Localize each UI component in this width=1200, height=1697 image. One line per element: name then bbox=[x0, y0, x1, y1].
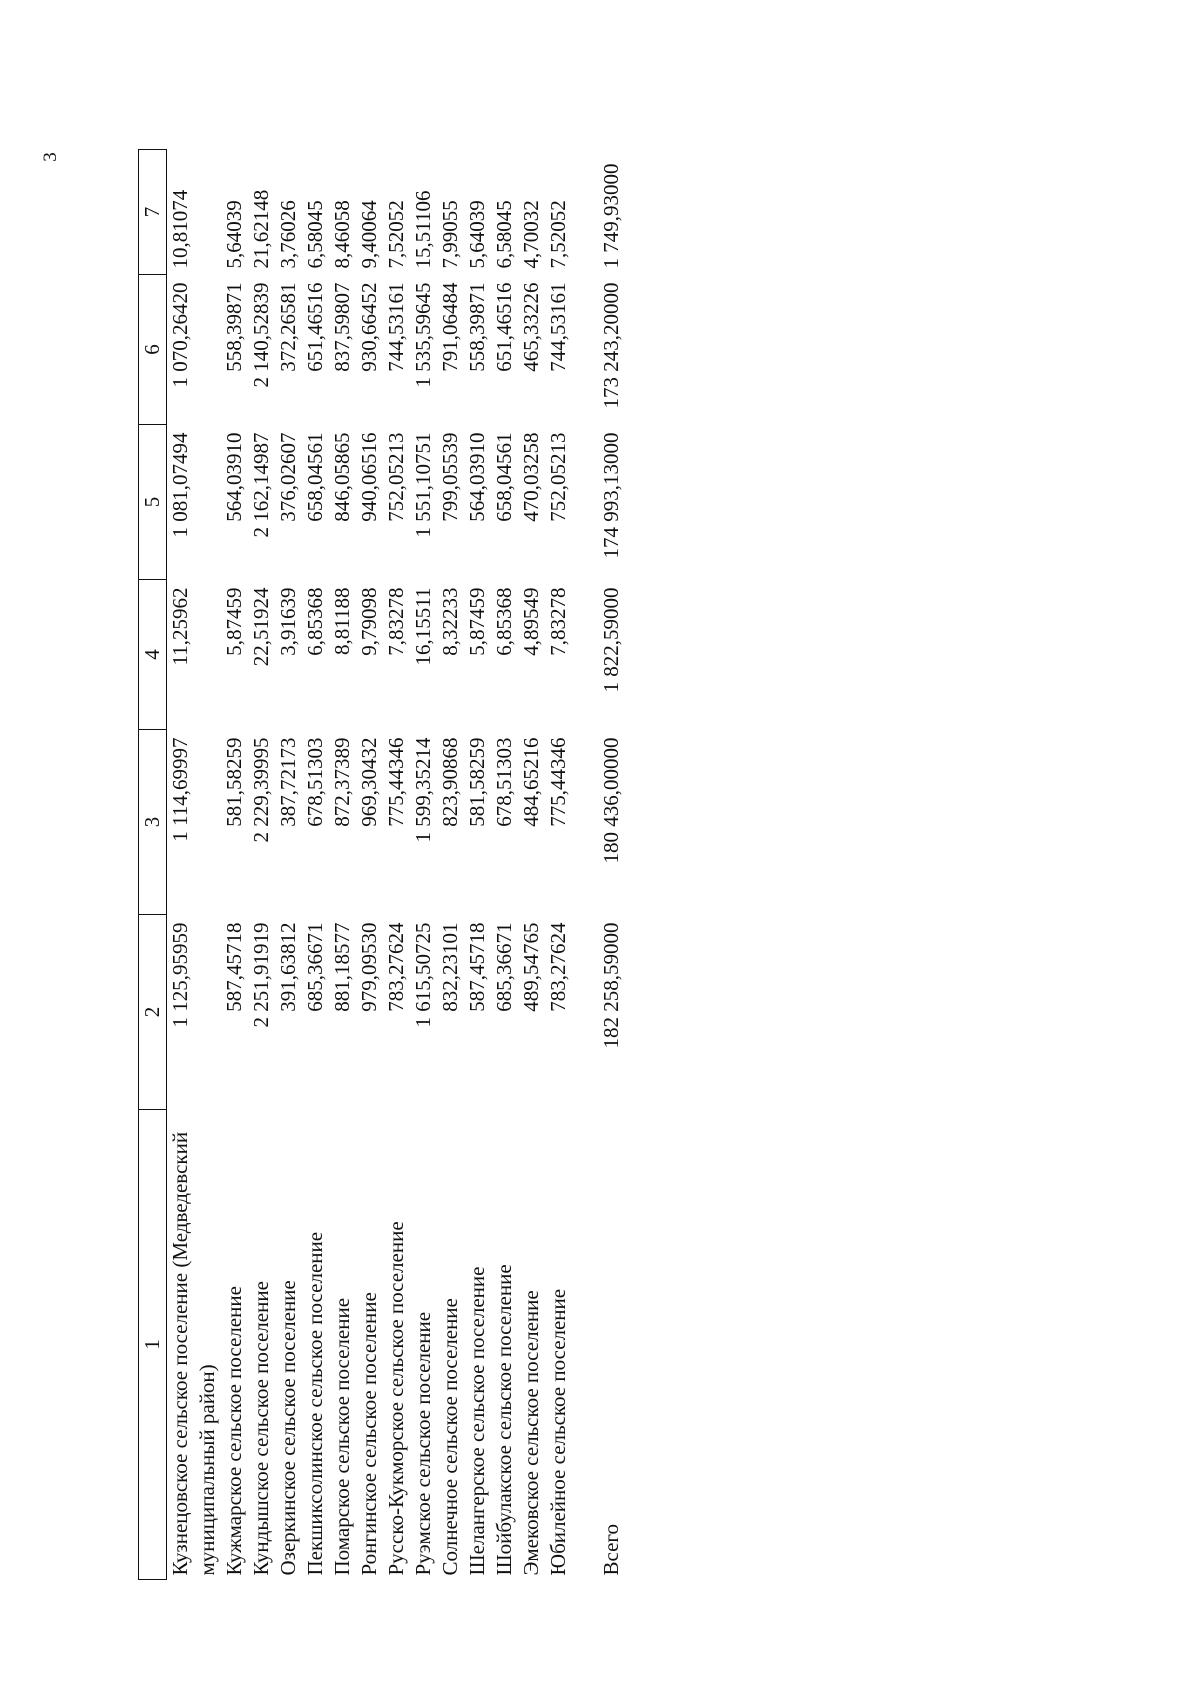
value-cell-col3: 2 229,39995 bbox=[249, 737, 273, 843]
value-cell-col2: 2 251,91919 bbox=[249, 922, 273, 1028]
table-row bbox=[302, 150, 329, 1580]
value-cell-col3: 387,72173 bbox=[276, 737, 300, 827]
header-cell: 5 bbox=[139, 425, 167, 580]
value-cell-col4: 11,25962 bbox=[168, 587, 192, 666]
value-cell-col7: 10,81074 bbox=[168, 189, 192, 269]
value-cell-col5: 376,02607 bbox=[276, 432, 300, 522]
settlement-name-cell: Руэмское сельское поселение bbox=[411, 1311, 435, 1576]
header-row bbox=[139, 150, 167, 1580]
value-cell-col2: 182 258,59000 bbox=[599, 922, 623, 1049]
value-cell-col4: 1 822,59000 bbox=[599, 587, 623, 693]
value-cell-col5: 940,06516 bbox=[357, 432, 381, 522]
value-cell-col6: 744,53161 bbox=[384, 282, 408, 372]
value-cell-col5: 658,04561 bbox=[303, 432, 327, 522]
value-cell-col5: 564,03910 bbox=[222, 432, 246, 522]
value-cell-col5: 799,05539 bbox=[438, 432, 462, 522]
table-row bbox=[248, 150, 275, 1580]
settlement-name-cell: Русско-Кукморское сельское поселение bbox=[384, 1221, 408, 1576]
value-cell-col5: 846,05865 bbox=[330, 432, 354, 522]
header-cell: 1 bbox=[139, 1110, 167, 1580]
settlement-name-cell: Кундышское сельское поселение bbox=[249, 1281, 273, 1576]
table-body bbox=[167, 150, 626, 1580]
settlement-name-cell: Кузнецовское сельское поселение (Медведевский муниципальный район) bbox=[168, 1131, 219, 1576]
value-cell-col3: 678,51303 bbox=[492, 737, 516, 827]
page-number: 3 bbox=[39, 152, 61, 162]
value-cell-col6: 372,26581 bbox=[276, 282, 300, 372]
table-row bbox=[275, 150, 302, 1580]
table-row bbox=[491, 150, 518, 1580]
value-cell-col3: 581,58259 bbox=[465, 737, 489, 827]
table-row bbox=[464, 150, 491, 1580]
value-cell-col2: 832,23101 bbox=[438, 922, 462, 1012]
value-cell-col5: 1 081,07494 bbox=[168, 432, 192, 538]
value-cell-col7: 6,58045 bbox=[303, 200, 327, 269]
settlement-name-cell: Пекшиксолинское сельское поселение bbox=[303, 1231, 327, 1576]
value-cell-col3: 872,37389 bbox=[330, 737, 354, 827]
value-cell-col4: 4,89549 bbox=[519, 587, 543, 656]
table-row bbox=[329, 150, 356, 1580]
value-cell-col7: 8,46058 bbox=[330, 200, 354, 269]
value-cell-col2: 881,18577 bbox=[330, 922, 354, 1012]
header-cell: 2 bbox=[139, 915, 167, 1110]
allocation-table bbox=[138, 149, 625, 1580]
value-cell-col4: 5,87459 bbox=[465, 587, 489, 656]
table-row bbox=[437, 150, 464, 1580]
value-cell-col6: 651,46516 bbox=[492, 282, 516, 372]
value-cell-col2: 685,36671 bbox=[492, 922, 516, 1012]
settlement-name-cell: Ронгинское сельское поселение bbox=[357, 1292, 381, 1576]
value-cell-col6: 173 243,20000 bbox=[599, 282, 623, 409]
value-cell-col5: 752,05213 bbox=[384, 432, 408, 522]
value-cell-col4: 16,15511 bbox=[411, 587, 435, 666]
value-cell-col6: 744,53161 bbox=[546, 282, 570, 372]
value-cell-col5: 2 162,14987 bbox=[249, 432, 273, 538]
table-row bbox=[356, 150, 383, 1580]
value-cell-col5: 564,03910 bbox=[465, 432, 489, 522]
settlement-name-cell: Помарское сельское поселение bbox=[330, 1297, 354, 1576]
value-cell-col2: 489,54765 bbox=[519, 922, 543, 1012]
value-cell-col4: 7,83278 bbox=[546, 587, 570, 656]
value-cell-col3: 775,44346 bbox=[546, 737, 570, 827]
value-cell-col6: 837,59807 bbox=[330, 282, 354, 372]
value-cell-col7: 5,64039 bbox=[465, 200, 489, 269]
table-row bbox=[167, 150, 222, 1580]
settlement-name-cell: Озеркинское сельское поселение bbox=[276, 1280, 300, 1576]
value-cell-col2: 783,27624 bbox=[384, 922, 408, 1012]
header-cell: 7 bbox=[139, 150, 167, 275]
value-cell-col6: 2 140,52839 bbox=[249, 282, 273, 388]
value-cell-col4: 7,83278 bbox=[384, 587, 408, 656]
table-row bbox=[383, 150, 410, 1580]
value-cell-col5: 658,04561 bbox=[492, 432, 516, 522]
value-cell-col2: 685,36671 bbox=[303, 922, 327, 1012]
settlement-name-cell: Солнечное сельское поселение bbox=[438, 1298, 462, 1576]
value-cell-col5: 470,03258 bbox=[519, 432, 543, 522]
value-cell-col4: 3,91639 bbox=[276, 587, 300, 656]
value-cell-col4: 6,85368 bbox=[303, 587, 327, 656]
value-cell-col6: 558,39871 bbox=[465, 282, 489, 372]
header-cell: 4 bbox=[139, 580, 167, 730]
value-cell-col4: 9,79098 bbox=[357, 587, 381, 656]
spacer-row bbox=[572, 150, 598, 1580]
table-row bbox=[518, 150, 545, 1580]
value-cell-col2: 979,09530 bbox=[357, 922, 381, 1012]
value-cell-col2: 783,27624 bbox=[546, 922, 570, 1012]
value-cell-col2: 1 125,95959 bbox=[168, 922, 192, 1028]
value-cell-col7: 15,51106 bbox=[411, 190, 435, 269]
value-cell-col4: 22,51924 bbox=[249, 587, 273, 667]
value-cell-col4: 8,32233 bbox=[438, 587, 462, 656]
value-cell-col6: 791,06484 bbox=[438, 282, 462, 372]
value-cell-col7: 7,52052 bbox=[384, 200, 408, 269]
value-cell-col7: 21,62148 bbox=[249, 189, 273, 269]
value-cell-col6: 651,46516 bbox=[303, 282, 327, 372]
value-cell-col7: 5,64039 bbox=[222, 200, 246, 269]
value-cell-col7: 7,99055 bbox=[438, 200, 462, 269]
value-cell-col3: 823,90868 bbox=[438, 737, 462, 827]
table-row bbox=[221, 150, 248, 1580]
value-cell-col7: 7,52052 bbox=[546, 200, 570, 269]
value-cell-col5: 1 551,10751 bbox=[411, 432, 435, 538]
settlement-name-cell: Эмековское сельское поселение bbox=[519, 1290, 543, 1576]
total-row bbox=[598, 150, 625, 1580]
value-cell-col3: 678,51303 bbox=[303, 737, 327, 827]
settlement-name-cell: Кужмарское сельское поселение bbox=[222, 1286, 246, 1576]
value-cell-col6: 1 070,26420 bbox=[168, 282, 192, 388]
settlement-name-cell: Шелангерское сельское поселение bbox=[465, 1266, 489, 1576]
settlement-name-cell: Юбилейное сельское поселение bbox=[546, 1288, 570, 1576]
value-cell-col4: 5,87459 bbox=[222, 587, 246, 656]
settlement-name-cell: Шойбулакское сельское поселение bbox=[492, 1264, 516, 1576]
value-cell-col7: 6,58045 bbox=[492, 200, 516, 269]
value-cell-col3: 180 436,00000 bbox=[599, 737, 623, 864]
value-cell-col6: 465,33226 bbox=[519, 282, 543, 372]
value-cell-col3: 581,58259 bbox=[222, 737, 246, 827]
value-cell-col2: 587,45718 bbox=[222, 922, 246, 1012]
value-cell-col7: 3,76026 bbox=[276, 200, 300, 269]
value-cell-col7: 9,40064 bbox=[357, 200, 381, 269]
table-row bbox=[545, 150, 572, 1580]
value-cell-col4: 6,85368 bbox=[492, 587, 516, 656]
value-cell-col3: 775,44346 bbox=[384, 737, 408, 827]
value-cell-col3: 1 114,69997 bbox=[168, 737, 192, 842]
value-cell-col2: 587,45718 bbox=[465, 922, 489, 1012]
value-cell-col2: 1 615,50725 bbox=[411, 922, 435, 1028]
value-cell-col6: 1 535,59645 bbox=[411, 282, 435, 388]
value-cell-col5: 752,05213 bbox=[546, 432, 570, 522]
value-cell-col3: 1 599,35214 bbox=[411, 737, 435, 843]
value-cell-col5: 174 993,13000 bbox=[599, 432, 623, 559]
value-cell-col2: 391,63812 bbox=[276, 922, 300, 1012]
value-cell-col6: 930,66452 bbox=[357, 282, 381, 372]
value-cell-col7: 4,70032 bbox=[519, 200, 543, 269]
value-cell-col6: 558,39871 bbox=[222, 282, 246, 372]
settlement-name-cell: Всего bbox=[599, 1524, 623, 1576]
value-cell-col4: 8,81188 bbox=[330, 587, 354, 655]
header-cell: 3 bbox=[139, 730, 167, 915]
rotated-table-frame bbox=[138, 150, 625, 1580]
spacer-cell bbox=[572, 150, 598, 1580]
value-cell-col3: 484,65216 bbox=[519, 737, 543, 827]
table-row bbox=[410, 150, 437, 1580]
header-cell: 6 bbox=[139, 275, 167, 425]
value-cell-col7: 1 749,93000 bbox=[599, 163, 623, 269]
value-cell-col3: 969,30432 bbox=[357, 737, 381, 827]
